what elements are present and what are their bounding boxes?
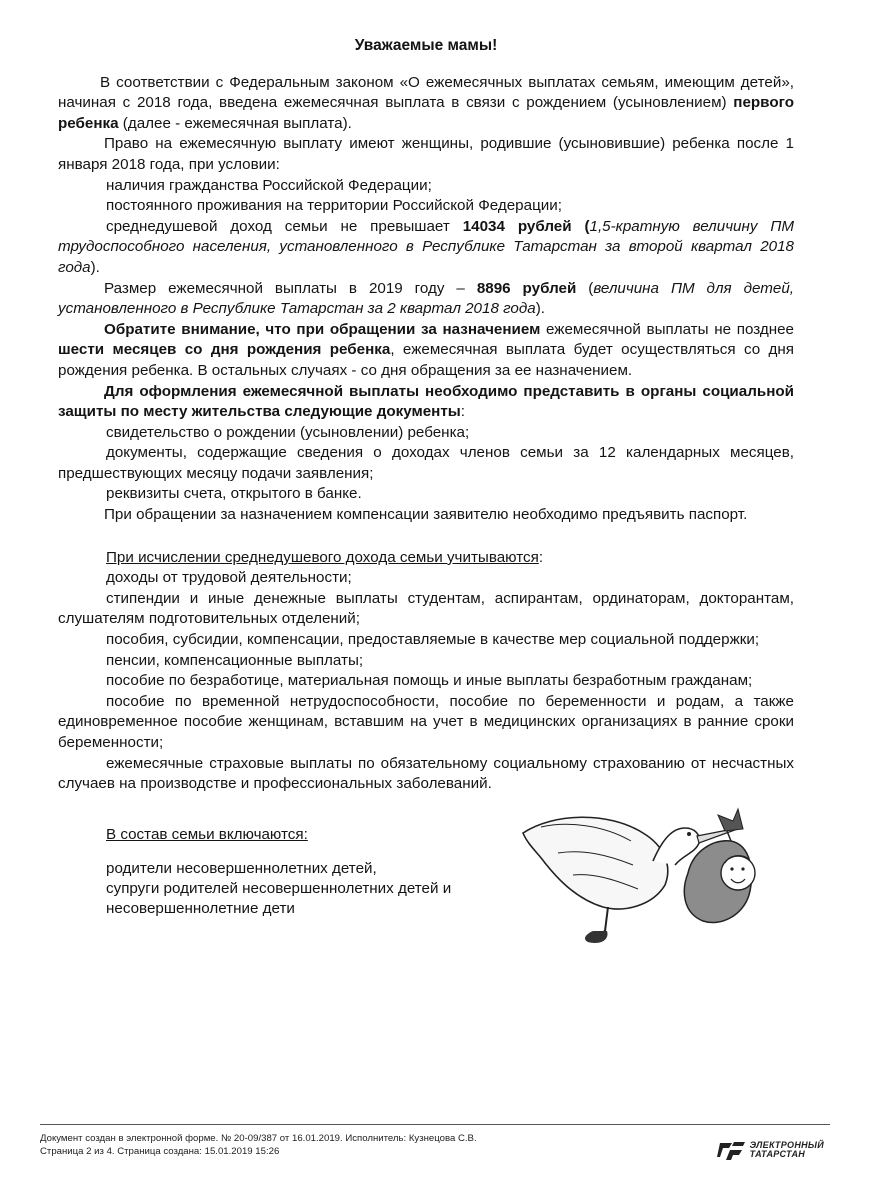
condition-income — [58, 217, 794, 279]
family-item: супруги родителей несовершеннолетних детей и — [106, 880, 452, 898]
family-section — [58, 825, 794, 945]
income-item: стипендии и иные денежные выплаты студентам, аспирантам, ординаторам, докторантам, слушателям подготовительных отделений; — [58, 589, 794, 628]
income-item: пособия, субсидии, компенсации, предоставляемые в качестве мер социальной поддержки; — [106, 631, 760, 649]
electronic-tatarstan-logo — [716, 1139, 824, 1161]
income-heading-text: При исчислении среднедушевого дохода семьи учитываются — [106, 548, 539, 566]
condition-citizenship: наличия гражданства Российской Федерации; — [106, 176, 432, 194]
intro-bold: первого ребенка — [58, 94, 794, 132]
document-footer — [40, 1124, 830, 1158]
payment-size-paren: ( — [576, 279, 594, 297]
attention-paragraph — [58, 320, 794, 382]
documents-heading-text: Для оформления ежемесячной выплаты необходимо представить в органы социальной защиты по месту жительства следующие документы — [58, 382, 794, 421]
document-title: Уважаемые мамы! — [354, 37, 498, 54]
condition-income-text: среднедушевой доход семьи не превышает — [106, 217, 463, 235]
payment-size-note: величина ПМ для детей, установленного в Республике Татарстан за 2 квартал 2018 года — [58, 279, 795, 318]
payment-size-text: Размер ежемесячной выплаты в 2019 году – — [104, 279, 477, 297]
payment-size-end: ). — [535, 300, 545, 318]
intro-text: В соответствии с Федеральным законом «О ежемесячных выплатах семьям, имеющим детей», начиная с 2018 года, введена ежемесячная выплата в связи с рождением (усыновлением) — [58, 73, 794, 112]
attention-text: ежемесячной выплаты не позднее — [540, 320, 794, 338]
documents-heading-colon: : — [460, 403, 465, 421]
income-heading-colon: : — [538, 548, 544, 566]
family-item: несовершеннолетние дети — [106, 900, 295, 918]
document-income-info: документы, содержащие сведения о доходах членов семьи за 12 календарных месяцев, предшествующих месяцу подачи заявления; — [58, 444, 794, 482]
footer-document-info: Документ создан в электронной форме. № 20-09/387 от 16.01.2019. Исполнитель: Кузнецова С.В. — [40, 1133, 477, 1144]
income-item: пособие по безработице, материальная помощь и иные выплаты безработным гражданам; — [106, 672, 753, 690]
payment-size-paragraph — [58, 279, 794, 320]
condition-residence: постоянного проживания на территории Российской Федерации; — [106, 197, 562, 215]
income-item: ежемесячные страховые выплаты по обязательному социальному страхованию от несчастных случаев на производстве и профессиональных заболеваний. — [58, 754, 794, 793]
income-item: пенсии, компенсационные выплаты; — [106, 651, 364, 669]
documents-heading — [58, 382, 794, 423]
footer-page-info: Страница 2 из 4. Страница создана: 15.01.2019 15:26 — [40, 1145, 280, 1157]
document-bank-account: реквизиты счета, открытого в банке. — [106, 485, 362, 503]
document-body — [58, 36, 794, 945]
eligibility-paragraph: Право на ежемесячную выплату имеют женщины, родившие (усыновившие) ребенка после 1 января 2018 года, при условии: — [58, 135, 794, 173]
condition-income-amount: 14034 рублей ( — [462, 217, 590, 235]
passport-paragraph: При обращении за назначением компенсации заявителю необходимо предъявить паспорт. — [104, 506, 748, 524]
attention-deadline: шести месяцев со дня рождения ребенка — [58, 341, 391, 359]
logo-text-line1: ЭЛЕКТРОННЫЙ — [749, 1139, 824, 1150]
condition-income-note: 1,5-кратную величину ПМ трудоспособного населения, установленного в Республике Татарстан за второй квартал 2018 года — [58, 217, 794, 276]
income-heading — [58, 548, 794, 569]
income-item: доходы от трудовой деятельности; — [106, 569, 352, 587]
tatarstan-logo-icon — [716, 1139, 746, 1161]
intro-text-end: (далее - ежемесячная выплата). — [118, 114, 352, 132]
attention-bold: Обратите внимание, что при обращении за назначением — [104, 320, 541, 338]
family-item: родители несовершеннолетних детей, — [106, 860, 377, 878]
logo-text-line2: ТАТАРСТАН — [749, 1149, 806, 1159]
logo-text — [750, 1141, 824, 1160]
family-heading: В состав семьи включаются: — [106, 825, 308, 843]
condition-income-end: ). — [90, 258, 100, 276]
attention-text-end: , ежемесячная выплата будет осуществляться со дня рождения ребенка. В остальных случаях - со дня обращения за ее назначением. — [58, 341, 795, 379]
intro-paragraph — [58, 73, 794, 135]
stork-illustration — [513, 803, 758, 948]
income-item: пособие по временной нетрудоспособности, пособие по беременности и родам, а также единовременное пособие женщинам, вставшим на учет в медицинских организациях в ранние сроки беременности; — [58, 692, 794, 751]
payment-size-amount: 8896 рублей — [476, 279, 577, 297]
document-birth-certificate: свидетельство о рождении (усыновлении) ребенка; — [106, 423, 470, 441]
